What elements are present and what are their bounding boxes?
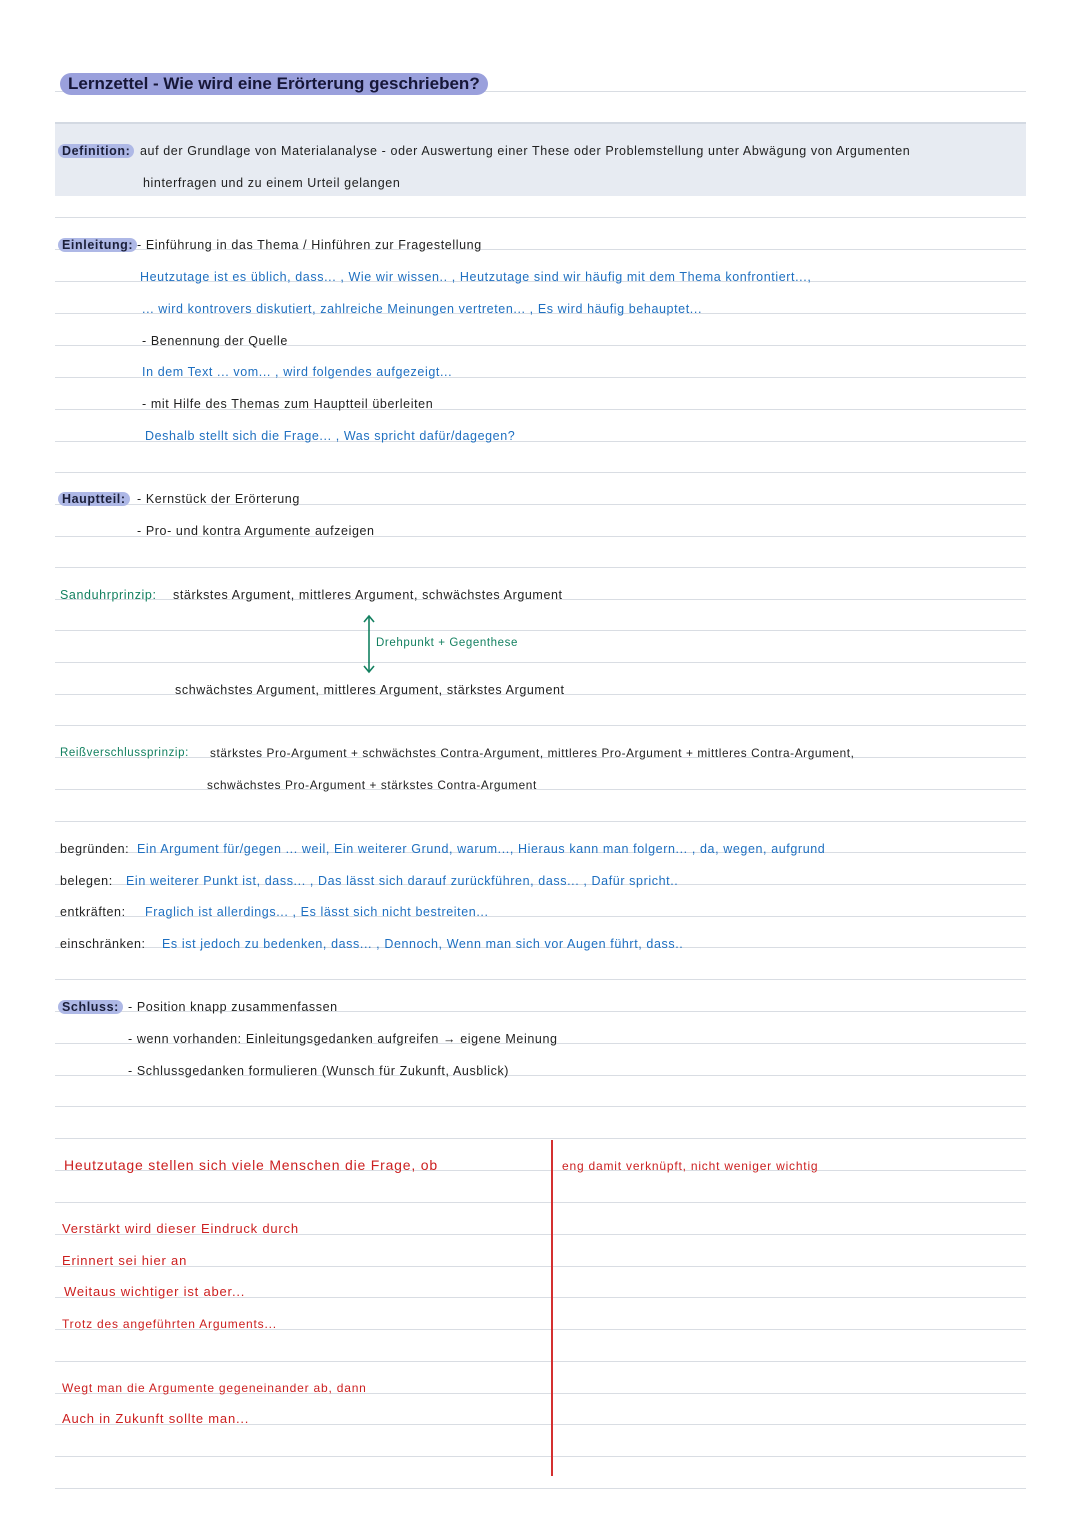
- phrase-label: begründen:: [60, 842, 130, 856]
- einleitung-point-1: - Einführung in das Thema / Hinführen zur Fragestellung: [137, 238, 482, 252]
- red-note: Auch in Zukunft sollte man...: [62, 1411, 250, 1426]
- red-note: Verstärkt wird dieser Eindruck durch: [62, 1221, 299, 1236]
- reissverschluss-line-2: schwächstes Pro-Argument + stärkstes Contra-Argument: [207, 778, 537, 792]
- phrase-text: Fraglich ist allerdings... , Es lässt sich nicht bestreiten...: [145, 905, 489, 919]
- einleitung-point-3: - mit Hilfe des Themas zum Hauptteil überleiten: [142, 397, 434, 411]
- page-title: Lernzettel - Wie wird eine Erörterung geschrieben?: [60, 73, 488, 95]
- red-note: Weitaus wichtiger ist aber...: [64, 1284, 246, 1299]
- hauptteil-label: Hauptteil:: [58, 491, 130, 507]
- sanduhr-line-1: stärkstes Argument, mittleres Argument, schwächstes Argument: [173, 588, 563, 602]
- schluss-point-3: - Schlussgedanken formulieren (Wunsch für Zukunft, Ausblick): [128, 1064, 510, 1078]
- reissverschluss-label: Reißverschlussprinzip:: [60, 747, 189, 759]
- hauptteil-point-2: - Pro- und kontra Argumente aufzeigen: [137, 524, 375, 538]
- einleitung-example-4: Deshalb stellt sich die Frage... , Was spricht dafür/dagegen?: [145, 429, 516, 443]
- schluss-point-1: - Position knapp zusammenfassen: [128, 1000, 338, 1014]
- einleitung-example-3: In dem Text ... vom... , wird folgendes aufgezeigt...: [142, 365, 453, 379]
- phrase-text: Ein Argument für/gegen ... weil, Ein weiterer Grund, warum..., Hieraus kann man folgern... , da, wegen, aufgrund: [137, 842, 826, 856]
- red-note: Wegt man die Argumente gegeneinander ab, dann: [62, 1381, 367, 1395]
- hauptteil-point-1: - Kernstück der Erörterung: [137, 492, 300, 506]
- einleitung-label: Einleitung:: [58, 237, 137, 253]
- sanduhr-turn: Drehpunkt + Gegenthese: [376, 637, 519, 649]
- red-note: Trotz des angeführten Arguments...: [62, 1317, 277, 1331]
- red-note: Heutzutage stellen sich viele Menschen die Frage, ob: [64, 1157, 438, 1173]
- sanduhr-label: Sanduhrprinzip:: [60, 588, 157, 602]
- definition-line-2: hinterfragen und zu einem Urteil gelangen: [143, 176, 401, 190]
- red-note: Erinnert sei hier an: [62, 1253, 188, 1268]
- phrase-label: einschränken:: [60, 937, 146, 951]
- phrase-text: Ein weiterer Punkt ist, dass... , Das lässt sich darauf zurückführen, dass... , Dafür spricht..: [126, 874, 679, 888]
- reissverschluss-line-1: stärkstes Pro-Argument + schwächstes Contra-Argument, mittleres Pro-Argument + mittleres Contra-Argument,: [210, 746, 855, 760]
- phrase-text: Es ist jedoch zu bedenken, dass... , Dennoch, Wenn man sich vor Augen führt, dass..: [162, 937, 684, 951]
- einleitung-example-2: ... wird kontrovers diskutiert, zahlreiche Meinungen vertreten... , Es wird häufig behauptet...: [142, 302, 703, 316]
- double-arrow-icon: [362, 614, 376, 674]
- einleitung-point-2: - Benennung der Quelle: [142, 334, 288, 348]
- sanduhr-line-2: schwächstes Argument, mittleres Argument, stärkstes Argument: [175, 683, 565, 697]
- schluss-label: Schluss:: [58, 999, 123, 1015]
- red-divider: [551, 1140, 553, 1476]
- einleitung-example-1: Heutzutage ist es üblich, dass... , Wie wir wissen.. , Heutzutage sind wir häufig mit dem Thema konfrontiert...,: [140, 270, 812, 284]
- phrase-label: belegen:: [60, 874, 113, 888]
- definition-label: Definition:: [58, 143, 134, 159]
- red-note-right: eng damit verknüpft, nicht weniger wichtig: [562, 1159, 819, 1173]
- phrase-label: entkräften:: [60, 905, 126, 919]
- schluss-point-2: - wenn vorhanden: Einleitungsgedanken aufgreifen → eigene Meinung: [128, 1032, 558, 1046]
- definition-line-1: auf der Grundlage von Materialanalyse - oder Auswertung einer These oder Problemstellung unter Abwägung von Argumenten: [140, 144, 911, 158]
